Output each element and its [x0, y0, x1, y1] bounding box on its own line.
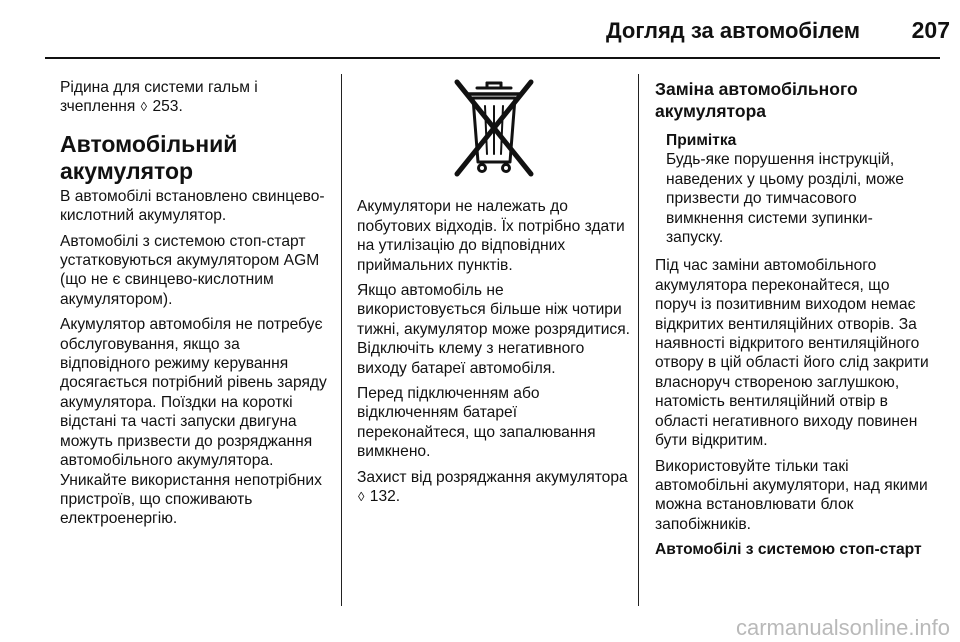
paragraph: Акумулятори не належать до побутових відходів. Їх потрібно здати на утилізацію до відповідних приймальних пунктів.: [357, 198, 625, 274]
bin-figure: [357, 78, 630, 183]
note-label: Примітка: [666, 132, 737, 149]
column-divider-right: [638, 74, 639, 606]
note-box: [655, 131, 930, 247]
note-text: Будь-яке порушення інструкцій, наведених у цьому розділі, може призвести до тимчасового вимкнення системи зупинки-запуску.: [666, 151, 904, 247]
crossed-out-wheelie-bin-icon: [449, 78, 539, 178]
subheading-start-stop: Автомобілі з системою стоп-старт: [655, 541, 922, 559]
watermark: carmanualsonline.info: [735, 615, 950, 640]
paragraph: Під час заміни автомобільного акумулятора переконайтеся, що поруч із позитивним виходом немає відкритих вентиляційних отворів. За наявності відкритого вентиляційного отвору в цій області його слід закрити власноруч створеною заглушкою, натомість вентиляційний отвір в області негативного виходу повинен бути відкритим.: [655, 257, 929, 450]
intro-page-ref[interactable]: 253.: [152, 98, 183, 116]
paragraph: Перед підключенням або відключенням батареї переконайтеся, що запалювання вимкнено.: [357, 385, 596, 461]
paragraph: В автомобілі встановлено свинцево-кислотний акумулятор.: [60, 187, 325, 225]
paragraph: Автомобілі з системою стоп-старт устатковуються акумулятором AGM (що не є свинцево-кислотним акумулятором).: [60, 232, 320, 308]
column-left: [60, 78, 332, 535]
page-header-title: Догляд за автомобілем: [605, 18, 860, 43]
reference-arrow-icon: ◊: [358, 489, 365, 505]
intro-text: Рідина для системи гальм і зчеплення: [60, 79, 258, 116]
protection-paragraph: [357, 468, 630, 507]
protection-text: Захист від розряджання акумулятора: [357, 468, 628, 486]
column-right: [655, 78, 930, 566]
protection-page-ref[interactable]: 132.: [369, 488, 401, 506]
column-middle: [357, 78, 630, 513]
section-title-battery: Автомобільний акумулятор: [60, 130, 238, 184]
page-number: 207: [911, 17, 950, 43]
paragraph: Використовуйте тільки такі автомобільні акумулятори, над якими можна встановлювати блок запобіжників.: [655, 457, 928, 533]
header-rule: [45, 57, 940, 59]
paragraph: Якщо автомобіль не використовується більше ніж чотири тижні, акумулятор може розрядитися. Відключіть клему з негативного виходу батареї автомобіля.: [357, 282, 631, 377]
column-divider-left: [341, 74, 342, 606]
reference-arrow-icon: ◊: [140, 99, 148, 115]
section-title-battery-replacement: Заміна автомобільного акумулятора: [655, 79, 858, 121]
intro-paragraph: [60, 78, 332, 117]
paragraph: Акумулятор автомобіля не потребує обслуговування, якщо за відповідного режиму керування досягається потрібний рівень заряду акумулятора. Поїздки на короткі відстані та часті запуски двигуна можуть призвести до розряджання автомобільного акумулятора. Уникайте використання непотрібних пристроїв, що споживають електроенергію.: [60, 316, 327, 528]
